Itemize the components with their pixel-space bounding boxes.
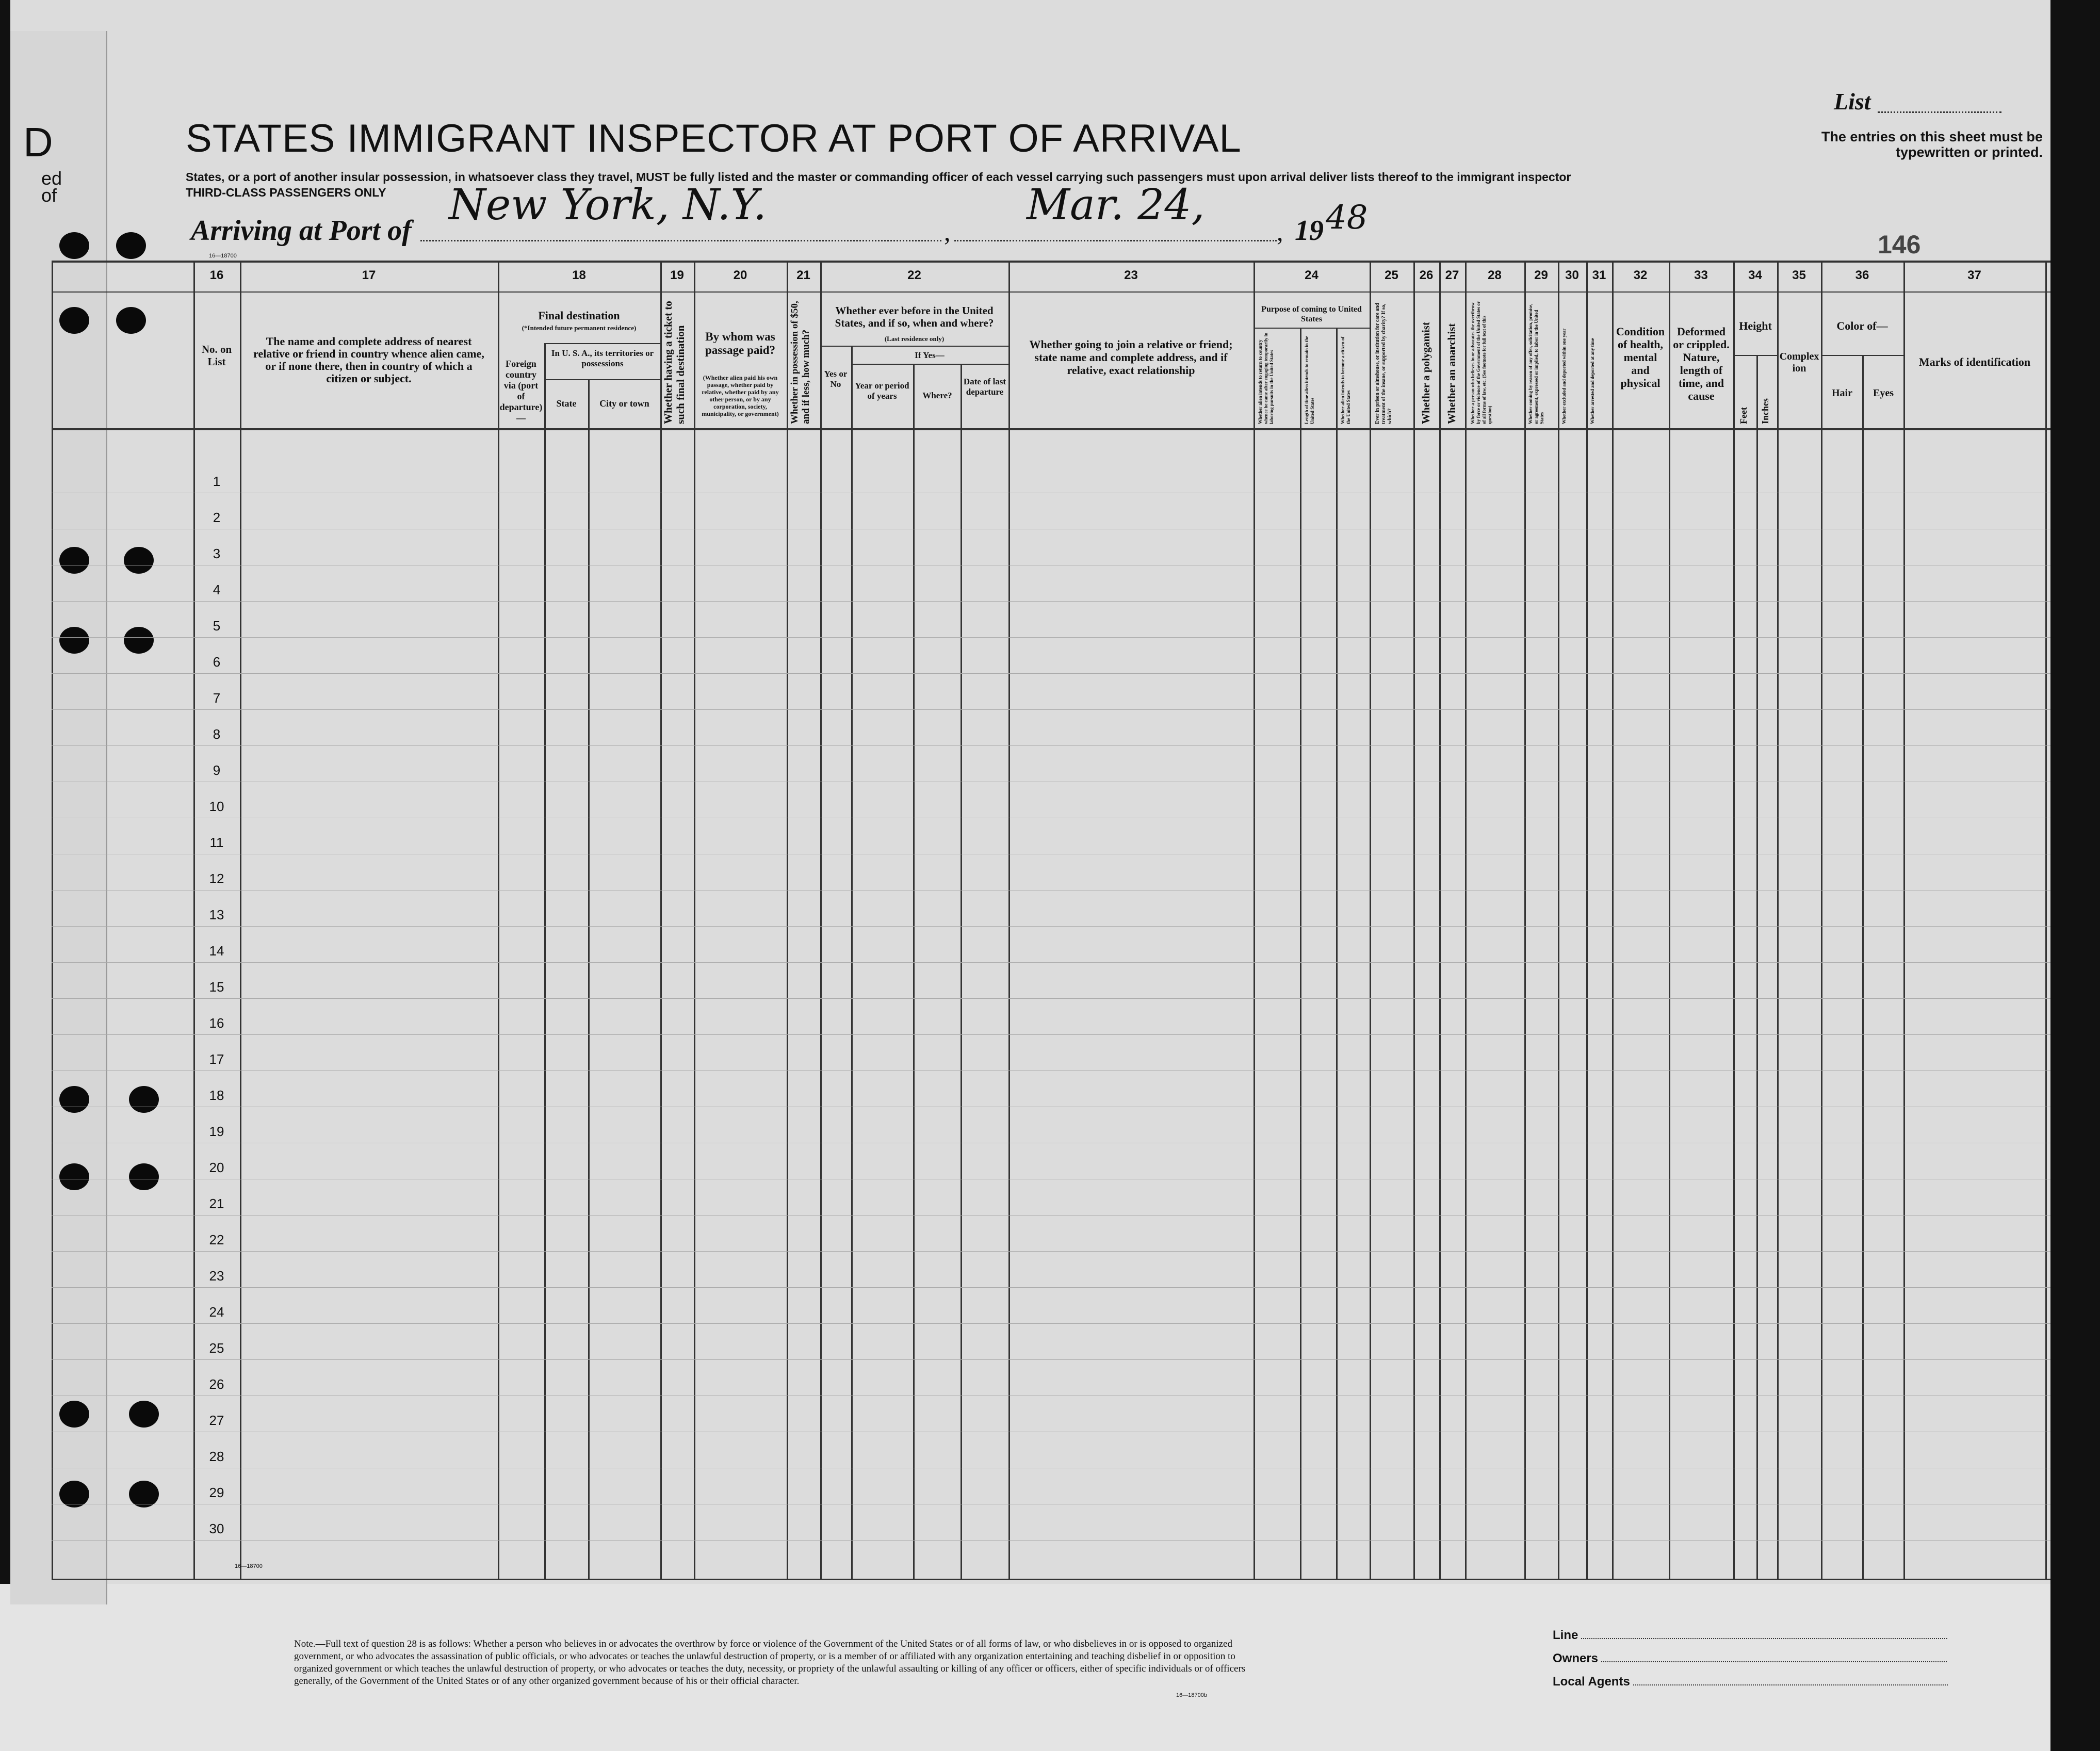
column-rule bbox=[498, 261, 499, 1579]
subheader-line bbox=[1733, 355, 1777, 356]
header-prison: Ever in prison or almshouse, or institution for care and treatment of the insane, or supported by charity? If so, which? bbox=[1375, 303, 1393, 424]
column-rule bbox=[787, 261, 788, 1579]
column-number: 37 bbox=[1967, 268, 1981, 282]
column-rule bbox=[588, 379, 590, 1579]
edge-fragment-letter: D bbox=[23, 119, 53, 165]
row-rule bbox=[52, 1323, 2050, 1324]
column-number: 35 bbox=[1792, 268, 1806, 282]
row-number: 30 bbox=[209, 1521, 224, 1536]
header-join-relative: Whether going to join a relative or friend; state name and complete address, and if relative, exact relationship bbox=[1029, 338, 1233, 377]
column-rule bbox=[1777, 261, 1779, 1579]
row-number: 10 bbox=[209, 799, 224, 814]
date-handwritten: Mar. 24, bbox=[1027, 181, 1205, 230]
row-number: 3 bbox=[213, 546, 221, 561]
header-final-destination: Final destination bbox=[538, 309, 620, 322]
punch-hole bbox=[116, 307, 146, 334]
column-rule bbox=[1370, 261, 1371, 1579]
row-rule bbox=[52, 1251, 2050, 1252]
form-code: 16—18700 bbox=[235, 1563, 263, 1569]
header-no-on-list: No. on List bbox=[201, 343, 232, 368]
colnum-divider bbox=[52, 291, 2050, 293]
row-rule bbox=[52, 1287, 2050, 1288]
column-number: 31 bbox=[1592, 268, 1606, 282]
row-number: 20 bbox=[209, 1160, 224, 1175]
header-foreign-country: Foreign country via (port of departure)— bbox=[499, 359, 543, 423]
header-city-or-town: City or town bbox=[599, 398, 649, 409]
punch-hole bbox=[129, 1163, 159, 1190]
column-number: 24 bbox=[1305, 268, 1318, 282]
column-rule bbox=[961, 364, 962, 1579]
column-rule bbox=[1439, 261, 1441, 1579]
row-number: 18 bbox=[209, 1088, 224, 1103]
row-rule bbox=[52, 637, 2050, 638]
row-number: 23 bbox=[209, 1268, 224, 1284]
header-last-residence: (Last residence only) bbox=[884, 335, 945, 343]
column-rule bbox=[694, 261, 695, 1579]
row-number: 28 bbox=[209, 1449, 224, 1464]
header-date-departure: Date of last departure bbox=[963, 377, 1006, 397]
row-number: 9 bbox=[213, 763, 221, 778]
column-rule bbox=[1669, 261, 1670, 1579]
punch-hole bbox=[59, 1401, 89, 1428]
row-number: 7 bbox=[213, 690, 221, 706]
header-overthrow: Whether a person who believes in or advocates the overthrow by force or violence of the Government of the United States or of all forms of law, etc. (See footnote for full text of this question) bbox=[1470, 301, 1492, 424]
row-rule bbox=[52, 1034, 2050, 1035]
column-number: 19 bbox=[670, 268, 684, 282]
row-number: 15 bbox=[209, 979, 224, 995]
punch-hole bbox=[124, 627, 154, 654]
header-inches: Inches bbox=[1760, 398, 1770, 424]
header-yes-no: Yes or No bbox=[824, 369, 848, 389]
row-number: 22 bbox=[209, 1232, 224, 1247]
edge-fragment-text: ed bbox=[41, 168, 62, 189]
column-number: 21 bbox=[796, 268, 810, 282]
edge-fragment-text: of bbox=[41, 185, 57, 206]
row-number: 14 bbox=[209, 943, 224, 959]
subheader-line bbox=[544, 379, 660, 380]
row-number: 6 bbox=[213, 654, 221, 670]
column-number: 16 bbox=[209, 268, 224, 282]
row-number: 21 bbox=[209, 1196, 224, 1211]
line-label: Line bbox=[1553, 1628, 1578, 1642]
column-rule bbox=[1254, 261, 1255, 1579]
header-fifty-dollars: Whether in possession of $50, and if less, how much? bbox=[789, 301, 811, 424]
row-number: 16 bbox=[209, 1015, 224, 1031]
row-rule bbox=[52, 1540, 2050, 1541]
header-in-usa: In U. S. A., its territories or possessions bbox=[551, 348, 654, 368]
header-state: State bbox=[556, 398, 577, 409]
column-rule bbox=[52, 261, 53, 1579]
header-deformed: Deformed or crippled. Nature, length of time, and cause bbox=[1673, 325, 1730, 402]
form-code: 16—18700 bbox=[209, 253, 237, 259]
form-code: 16—18700b bbox=[1176, 1692, 1207, 1698]
passenger-class-label: THIRD-CLASS PASSENGERS ONLY bbox=[186, 186, 386, 199]
header-eyes: Eyes bbox=[1873, 387, 1894, 399]
header-purpose-citizen: Whether alien intends to become a citizen of the United States bbox=[1340, 336, 1351, 424]
column-number: 29 bbox=[1534, 268, 1548, 282]
row-number: 5 bbox=[213, 618, 221, 634]
punch-hole bbox=[59, 232, 89, 259]
header-bottom-border bbox=[52, 428, 2050, 430]
header-passage-paid-note: (Whether alien paid his own passage, whether paid by relative, whether paid by any other person, or by any corporation, society, municipality, or government) bbox=[702, 374, 779, 417]
punch-hole bbox=[59, 1163, 89, 1190]
header-excluded: Whether excluded and deported within one year bbox=[1561, 328, 1567, 424]
owners-label: Owners bbox=[1553, 1651, 1599, 1665]
row-number: 4 bbox=[213, 582, 221, 597]
entries-note: The entries on this sheet must be typewritten or printed. bbox=[1821, 129, 2043, 160]
header-polygamist: Whether a polygamist bbox=[1420, 322, 1432, 424]
header-if-yes: If Yes— bbox=[915, 350, 945, 360]
row-number: 2 bbox=[213, 510, 221, 525]
column-rule bbox=[1821, 261, 1822, 1579]
header-purpose-length: Length of time alien intends to remain in the United States bbox=[1304, 336, 1315, 424]
column-number: 26 bbox=[1419, 268, 1434, 282]
row-number: 25 bbox=[209, 1340, 224, 1356]
header-health: Condition of health, mental and physical bbox=[1616, 325, 1665, 390]
row-number: 8 bbox=[213, 726, 221, 742]
header-hair: Hair bbox=[1832, 387, 1852, 399]
punch-hole bbox=[59, 547, 89, 574]
column-number: 36 bbox=[1855, 268, 1869, 282]
row-rule bbox=[52, 926, 2050, 927]
agents-field bbox=[1553, 1674, 1948, 1689]
column-rule bbox=[913, 364, 915, 1579]
row-rule bbox=[52, 745, 2050, 746]
row-rule bbox=[52, 709, 2050, 710]
row-number: 17 bbox=[209, 1051, 224, 1067]
header-final-destination-note: (*Intended future permanent residence) bbox=[522, 324, 637, 332]
table-top-border bbox=[52, 261, 2050, 263]
header-feet: Feet bbox=[1738, 407, 1749, 424]
header-color-of: Color of— bbox=[1836, 319, 1888, 332]
subheader-line bbox=[1254, 328, 1370, 329]
subheader-line bbox=[544, 343, 660, 344]
header-ticket: Whether having a ticket to such final destination bbox=[662, 301, 687, 424]
scan-border-right bbox=[2050, 0, 2100, 1751]
header-anarchist: Whether an anarchist bbox=[1445, 323, 1458, 424]
column-number: 30 bbox=[1565, 268, 1579, 282]
header-marks: Marks of identification bbox=[1918, 355, 2031, 368]
header-arrested: Whether arrested and deported at any time bbox=[1590, 338, 1595, 424]
form-sheet bbox=[10, 0, 2056, 1751]
row-rule bbox=[52, 673, 2050, 674]
column-number: 28 bbox=[1488, 268, 1502, 282]
agents-field-rule bbox=[1633, 1674, 1948, 1685]
row-number: 19 bbox=[209, 1124, 224, 1139]
column-rule bbox=[820, 261, 822, 1579]
column-rule bbox=[1733, 261, 1735, 1579]
header-labor-offer: Whether coming by reason of any offer, solicitation, promise, or agreement, expressed or implied, to labor in the United States bbox=[1528, 303, 1544, 424]
header-passage-paid: By whom was passage paid? bbox=[705, 330, 776, 356]
header-where: Where? bbox=[922, 391, 952, 400]
owners-field bbox=[1553, 1651, 1947, 1666]
line-field bbox=[1553, 1628, 1947, 1643]
punch-hole bbox=[129, 1401, 159, 1428]
header-complexion: Complexion bbox=[1779, 351, 1819, 374]
form-title: STATES IMMIGRANT INSPECTOR AT PORT OF ARRIVAL bbox=[186, 117, 1242, 160]
page-number: 146 bbox=[1878, 230, 1921, 259]
column-rule bbox=[1300, 328, 1301, 1579]
column-number: 27 bbox=[1445, 268, 1459, 282]
row-rule bbox=[52, 1359, 2050, 1360]
row-number: 26 bbox=[209, 1376, 224, 1392]
punch-hole bbox=[129, 1086, 159, 1113]
punch-hole bbox=[59, 1086, 89, 1113]
row-rule bbox=[52, 998, 2050, 999]
column-rule bbox=[2045, 261, 2047, 1579]
row-number: 1 bbox=[213, 474, 221, 489]
column-rule bbox=[660, 261, 662, 1579]
year-prefix: 19 bbox=[1295, 215, 1324, 247]
row-rule bbox=[52, 962, 2050, 963]
column-number: 33 bbox=[1694, 268, 1708, 282]
row-number: 13 bbox=[209, 907, 224, 922]
table-bottom-border bbox=[52, 1579, 2050, 1580]
column-number: 23 bbox=[1124, 268, 1138, 282]
row-number: 24 bbox=[209, 1304, 224, 1320]
comma-separator: , bbox=[1277, 217, 1283, 246]
list-label: List bbox=[1834, 88, 1871, 115]
row-number: 12 bbox=[209, 871, 224, 886]
comma-separator: , bbox=[944, 217, 951, 246]
subheader-line bbox=[851, 364, 1008, 365]
port-handwritten: New York, N.Y. bbox=[449, 181, 767, 230]
punch-hole bbox=[124, 547, 154, 574]
column-rule bbox=[1612, 261, 1614, 1579]
row-number: 27 bbox=[209, 1413, 224, 1428]
agents-label: Local Agents bbox=[1553, 1675, 1630, 1689]
column-rule bbox=[1903, 261, 1905, 1579]
header-purpose: Purpose of coming to United States bbox=[1261, 305, 1362, 323]
header-height: Height bbox=[1739, 319, 1772, 332]
year-handwritten: 48 bbox=[1326, 199, 1368, 237]
row-rule bbox=[52, 601, 2050, 602]
header-purpose-return: Whether alien intends to return to country whence he came after engaging temporarily in laboring pursuits in the United States bbox=[1258, 332, 1274, 424]
column-rule bbox=[1558, 261, 1559, 1579]
column-rule bbox=[1465, 261, 1467, 1579]
form-instructions: States, or a port of another insular possession, in whatsoever class they travel, MUST be fully listed and the master or commanding officer of each vessel carrying such passengers must upon arrival deliver lists thereof to the immigrant inspector bbox=[186, 170, 1571, 184]
punch-hole bbox=[116, 232, 146, 259]
column-number: 17 bbox=[362, 268, 376, 282]
owners-field-rule bbox=[1601, 1651, 1947, 1662]
column-number: 20 bbox=[733, 268, 747, 282]
column-rule bbox=[1586, 261, 1588, 1579]
header-nearest-relative: The name and complete address of nearest relative or friend in country whence alien came, or if none there, then in country of which a citizen or subject. bbox=[253, 335, 484, 385]
punch-hole bbox=[59, 627, 89, 654]
arriving-label: Arriving at Port of bbox=[191, 215, 412, 247]
column-rule bbox=[240, 261, 241, 1579]
column-rule bbox=[1008, 261, 1010, 1579]
column-number: 18 bbox=[572, 268, 586, 282]
column-rule bbox=[1524, 261, 1526, 1579]
column-number: 25 bbox=[1385, 268, 1398, 282]
column-rule bbox=[1413, 261, 1415, 1579]
header-ever-before-in-us: Whether ever before in the United States, and if so, when and where? bbox=[835, 304, 994, 329]
column-rule bbox=[1336, 328, 1338, 1579]
row-number: 29 bbox=[209, 1485, 224, 1500]
punch-hole bbox=[59, 307, 89, 334]
header-year-period: Year or period of years bbox=[855, 381, 909, 401]
row-number: 11 bbox=[209, 835, 224, 850]
footnote-question-28: Note.—Full text of question 28 is as follows: Whether a person who believes in or advocates the overthrow by force or violence of the Government of the United States or of all forms of law, or who disbelieves in or is opposed to organized government, or who advocates the assassination of public officials, or who advocates or teaches the unlawful destruction of property, or is a member of or affiliated with any organization entertaining and teaching disbelief in or opposition to organized government or which teaches the unlawful destruction of property, or who advocates or teaches the duty, necessity, or propriety of the unlawful assaulting or killing of any officer or officers, either of specific individuals or of officers generally, of the Government of the United States or of any other organized government because of his or their official character. bbox=[294, 1639, 1246, 1687]
list-field-line bbox=[1878, 93, 2001, 113]
column-number: 34 bbox=[1748, 268, 1762, 282]
subheader-line bbox=[820, 346, 1008, 347]
column-number: 22 bbox=[907, 268, 921, 282]
column-number: 32 bbox=[1633, 268, 1648, 282]
line-field-rule bbox=[1581, 1628, 1947, 1639]
